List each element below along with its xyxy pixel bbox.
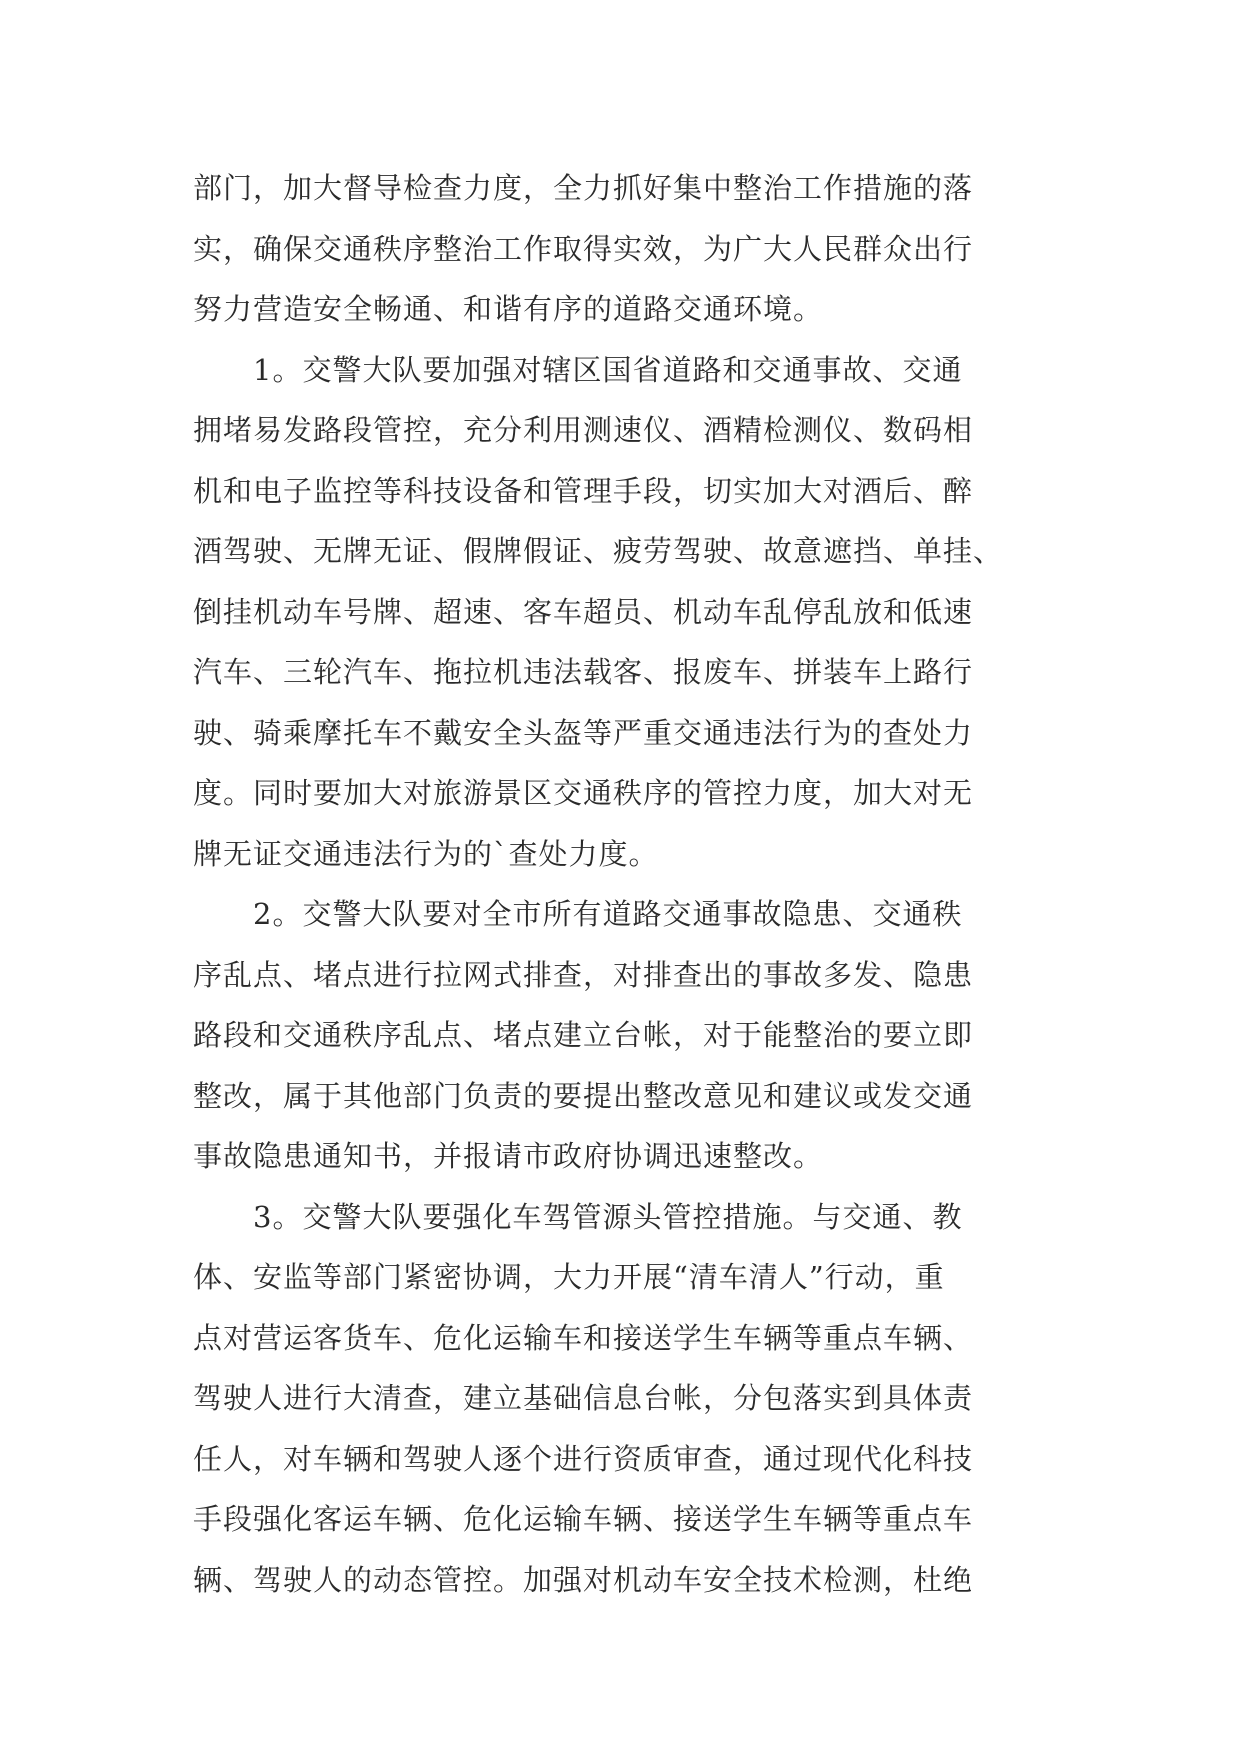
text-line: 汽车、三轮汽车、拖拉机违法载客、报废车、拼装车上路行 [193,655,974,689]
text-line: 任人，对车辆和驾驶人逐个进行资质审查，通过现代化科技 [193,1441,974,1476]
text-line: 酒驾驶、无牌无证、假牌假证、疲劳驾驶、故意遮挡、单挂、 [193,534,1004,568]
text-line: 实，确保交通秩序整治工作取得实效，为广大人民群众出行 [193,231,974,266]
text-line: 部门，加大督导检查力度，全力抓好集中整治工作措施的落 [193,171,974,205]
text-line: 努力营造安全畅通、和谐有序的道路交通环境。 [193,292,824,326]
text-line: 辆、驾驶人的动态管控。加强对机动车安全技术检测，杜绝 [193,1562,974,1597]
text-line: 机和电子监控等科技设备和管理手段，切实加大对酒后、醉 [193,473,974,508]
text-line: 事故隐患通知书，并报请市政府协调迅速整改。 [193,1139,824,1173]
paragraph-2-start: 2。交警大队要对全市所有道路交通事故隐患、交通秩 [193,897,963,931]
text-line: 体、安监等部门紧密协调，大力开展“清车清人”行动，重 [193,1260,945,1294]
text-line: 序乱点、堵点进行拉网式排查，对排查出的事故多发、隐患 [193,957,974,992]
text-line: 点对营运客货车、危化运输车和接送学生车辆等重点车辆、 [193,1320,974,1355]
text-line: 牌无证交通违法行为的`查处力度。 [193,836,659,871]
paragraph-3-start: 3。交警大队要强化车驾管源头管控措施。与交通、教 [193,1199,963,1234]
text-line: 倒挂机动车号牌、超速、客车超员、机动车乱停乱放和低速 [193,594,974,629]
text-line: 驾驶人进行大清查，建立基础信息台帐，分包落实到具体责 [193,1381,974,1415]
text-line: 驶、骑乘摩托车不戴安全头盔等严重交通违法行为的查处力 [193,715,974,750]
text-line: 度。同时要加大对旅游景区交通秩序的管控力度，加大对无 [193,776,974,810]
text-line: 整改，属于其他部门负责的要提出整改意见和建议或发交通 [193,1078,974,1113]
text-line: 手段强化客运车辆、危化运输车辆、接送学生车辆等重点车 [193,1502,974,1536]
document-body [193,158,1073,1610]
paragraph-1-start: 1。交警大队要加强对辖区国省道路和交通事故、交通 [193,352,963,387]
text-line: 拥堵易发路段管控，充分利用测速仪、酒精检测仪、数码相 [193,413,974,447]
text-line: 路段和交通秩序乱点、堵点建立台帐，对于能整治的要立即 [193,1018,974,1052]
